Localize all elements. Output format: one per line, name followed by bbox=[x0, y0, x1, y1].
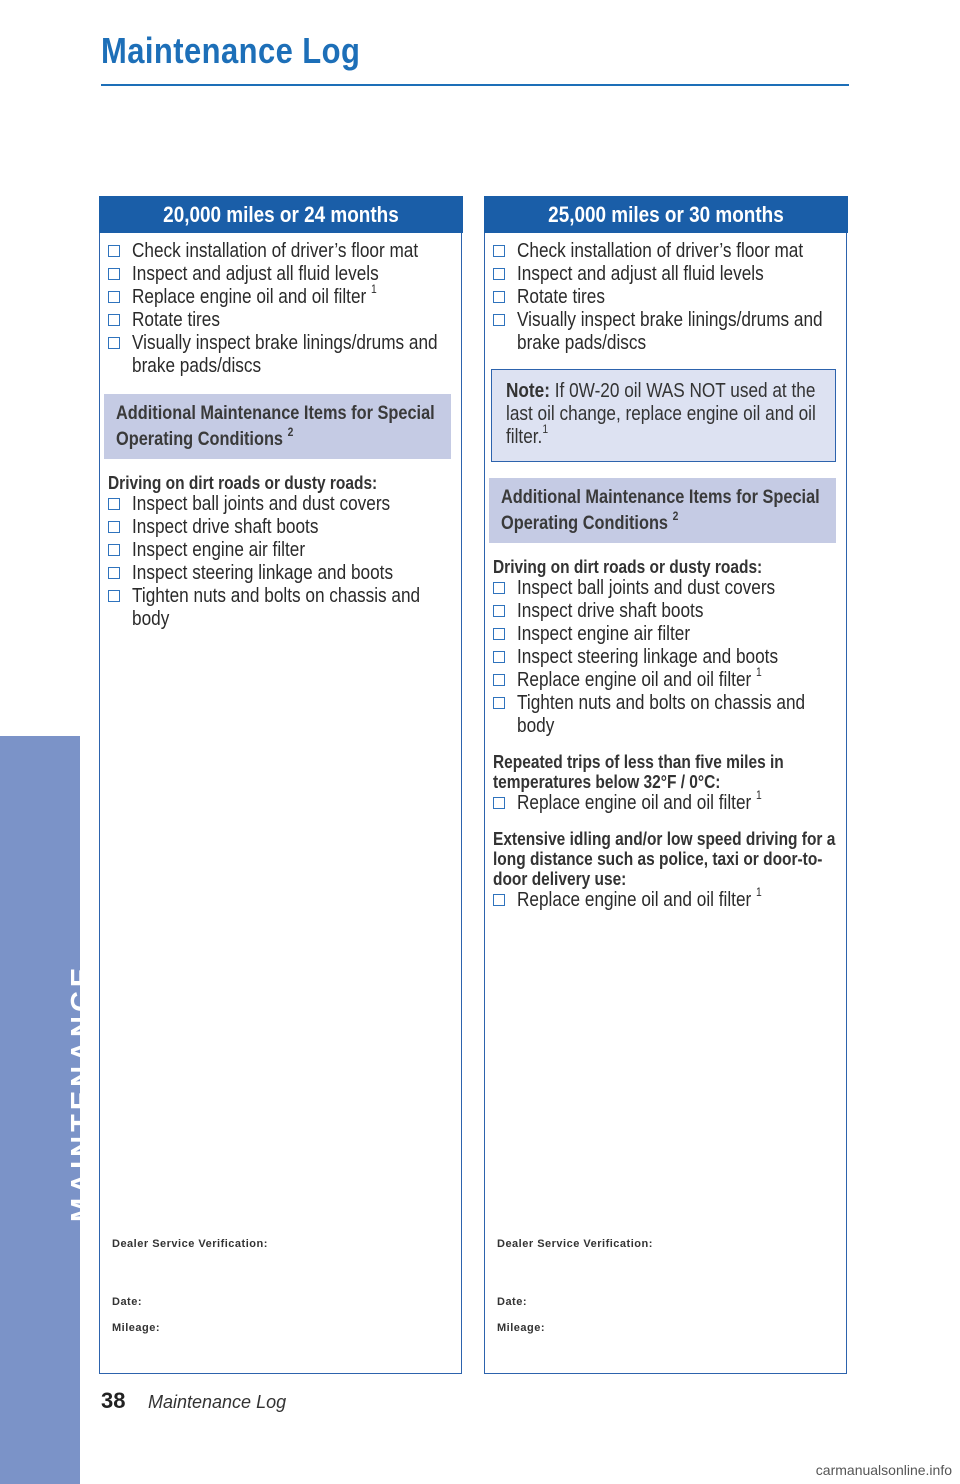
item-text: Inspect steering linkage and boots bbox=[132, 562, 394, 584]
checklist-item bbox=[100, 240, 461, 263]
footnote-marker: 2 bbox=[287, 424, 294, 439]
condition-heading: Driving on dirt roads or dusty roads: bbox=[108, 473, 378, 493]
checklist-item bbox=[485, 665, 846, 692]
checkbox-icon[interactable] bbox=[493, 797, 505, 809]
additional-items-title: Additional Maintenance Items for Special Operating Conditions bbox=[116, 403, 435, 450]
title-rule bbox=[101, 84, 849, 86]
checklist-item bbox=[100, 282, 461, 309]
footnote-marker: 1 bbox=[756, 665, 762, 680]
item-text: Tighten nuts and bolts on chassis and body bbox=[132, 585, 421, 630]
checkbox-icon[interactable] bbox=[108, 544, 120, 556]
condition-heading: Extensive idling and/or low speed driving for a long distance such as police, taxi or door-to-door delivery use: bbox=[493, 829, 836, 889]
additional-items-title: Additional Maintenance Items for Special Operating Conditions bbox=[501, 487, 820, 534]
item-text: Check installation of driver’s floor mat bbox=[517, 240, 804, 262]
checkbox-icon[interactable] bbox=[108, 521, 120, 533]
checklist-item bbox=[485, 646, 846, 669]
checkbox-icon[interactable] bbox=[493, 674, 505, 686]
checkbox-icon[interactable] bbox=[108, 337, 120, 349]
dealer-verification-label: Dealer Service Verification: bbox=[112, 1238, 268, 1250]
item-text: Replace engine oil and oil filter bbox=[517, 669, 752, 691]
checkbox-icon[interactable] bbox=[493, 628, 505, 640]
dealer-verification-label: Dealer Service Verification: bbox=[497, 1238, 653, 1250]
item-text: Visually inspect brake linings/drums and brake pads/discs bbox=[517, 309, 823, 354]
checkbox-icon[interactable] bbox=[108, 590, 120, 602]
checkbox-icon[interactable] bbox=[108, 567, 120, 579]
checklist-item bbox=[485, 692, 846, 738]
checkbox-icon[interactable] bbox=[108, 314, 120, 326]
checklist-item bbox=[485, 286, 846, 309]
checklist-item bbox=[485, 788, 846, 815]
checkbox-icon[interactable] bbox=[108, 268, 120, 280]
checklist-item bbox=[100, 562, 461, 585]
note-label: Note: bbox=[506, 380, 550, 402]
page-title: Maintenance Log bbox=[101, 30, 361, 71]
note-box bbox=[491, 369, 836, 462]
condition-heading: Repeated trips of less than five miles in temperatures below 32°F / 0°C: bbox=[493, 752, 784, 792]
mileage-label: Mileage: bbox=[497, 1322, 546, 1334]
checkbox-icon[interactable] bbox=[493, 582, 505, 594]
footnote-marker: 2 bbox=[672, 508, 679, 523]
side-tab-label: MAINTENANCE bbox=[66, 963, 98, 1222]
checklist-item bbox=[485, 263, 846, 286]
footnote-marker: 1 bbox=[756, 788, 762, 803]
column-20000-miles bbox=[99, 196, 462, 1374]
footer-label: Maintenance Log bbox=[148, 1392, 287, 1412]
column-header: 20,000 miles or 24 months bbox=[99, 196, 463, 233]
checklist-item bbox=[100, 309, 461, 332]
additional-items-banner bbox=[104, 394, 451, 459]
watermark: carmanualsonline.info bbox=[815, 1462, 952, 1478]
checkbox-icon[interactable] bbox=[493, 697, 505, 709]
checkbox-icon[interactable] bbox=[493, 245, 505, 257]
checklist-item bbox=[485, 240, 846, 263]
condition-heading: Driving on dirt roads or dusty roads: bbox=[493, 557, 763, 577]
checkbox-icon[interactable] bbox=[108, 291, 120, 303]
column-25000-miles bbox=[484, 196, 847, 1374]
checkbox-icon[interactable] bbox=[493, 651, 505, 663]
item-text: Inspect engine air filter bbox=[132, 539, 306, 561]
footnote-marker: 1 bbox=[756, 885, 762, 900]
item-text: Replace engine oil and oil filter bbox=[517, 889, 752, 911]
checklist-item bbox=[485, 623, 846, 646]
item-text: Visually inspect brake linings/drums and brake pads/discs bbox=[132, 332, 438, 377]
checkbox-icon[interactable] bbox=[493, 894, 505, 906]
checklist-item bbox=[485, 309, 846, 355]
column-header: 25,000 miles or 30 months bbox=[484, 196, 848, 233]
item-text: Inspect and adjust all fluid levels bbox=[517, 263, 764, 285]
mileage-label: Mileage: bbox=[112, 1322, 161, 1334]
footnote-marker: 1 bbox=[542, 422, 549, 437]
checkbox-icon[interactable] bbox=[493, 605, 505, 617]
item-text: Tighten nuts and bolts on chassis and body bbox=[517, 692, 806, 737]
checklist-item bbox=[100, 493, 461, 516]
item-text: Rotate tires bbox=[132, 309, 220, 331]
item-text: Inspect steering linkage and boots bbox=[517, 646, 779, 668]
checkbox-icon[interactable] bbox=[493, 314, 505, 326]
item-text: Rotate tires bbox=[517, 286, 605, 308]
checklist-item bbox=[100, 263, 461, 286]
item-text: Replace engine oil and oil filter bbox=[132, 286, 367, 308]
checklist-item bbox=[485, 600, 846, 623]
checklist-item bbox=[100, 516, 461, 539]
item-text: Inspect drive shaft boots bbox=[517, 600, 704, 622]
column-body bbox=[100, 240, 461, 631]
checkbox-icon[interactable] bbox=[493, 291, 505, 303]
checkbox-icon[interactable] bbox=[108, 498, 120, 510]
date-label: Date: bbox=[497, 1296, 528, 1308]
checklist-item bbox=[100, 539, 461, 562]
item-text: Check installation of driver’s floor mat bbox=[132, 240, 419, 262]
checkbox-icon[interactable] bbox=[108, 245, 120, 257]
checklist-item bbox=[485, 885, 846, 912]
checklist-item bbox=[485, 577, 846, 600]
item-text: Inspect ball joints and dust covers bbox=[132, 493, 391, 515]
item-text: Inspect and adjust all fluid levels bbox=[132, 263, 379, 285]
checkbox-icon[interactable] bbox=[493, 268, 505, 280]
item-text: Replace engine oil and oil filter bbox=[517, 792, 752, 814]
item-text: Inspect engine air filter bbox=[517, 623, 691, 645]
checklist-item bbox=[100, 585, 461, 631]
checklist-item bbox=[100, 332, 461, 378]
additional-items-banner bbox=[489, 478, 836, 543]
date-label: Date: bbox=[112, 1296, 143, 1308]
column-body bbox=[485, 240, 846, 912]
page-number: 38 bbox=[101, 1388, 126, 1413]
item-text: Inspect ball joints and dust covers bbox=[517, 577, 776, 599]
item-text: Inspect drive shaft boots bbox=[132, 516, 319, 538]
note-text: If 0W-20 oil WAS NOT used at the last oil change, replace engine oil and oil filter. bbox=[506, 380, 816, 448]
footnote-marker: 1 bbox=[371, 282, 377, 297]
